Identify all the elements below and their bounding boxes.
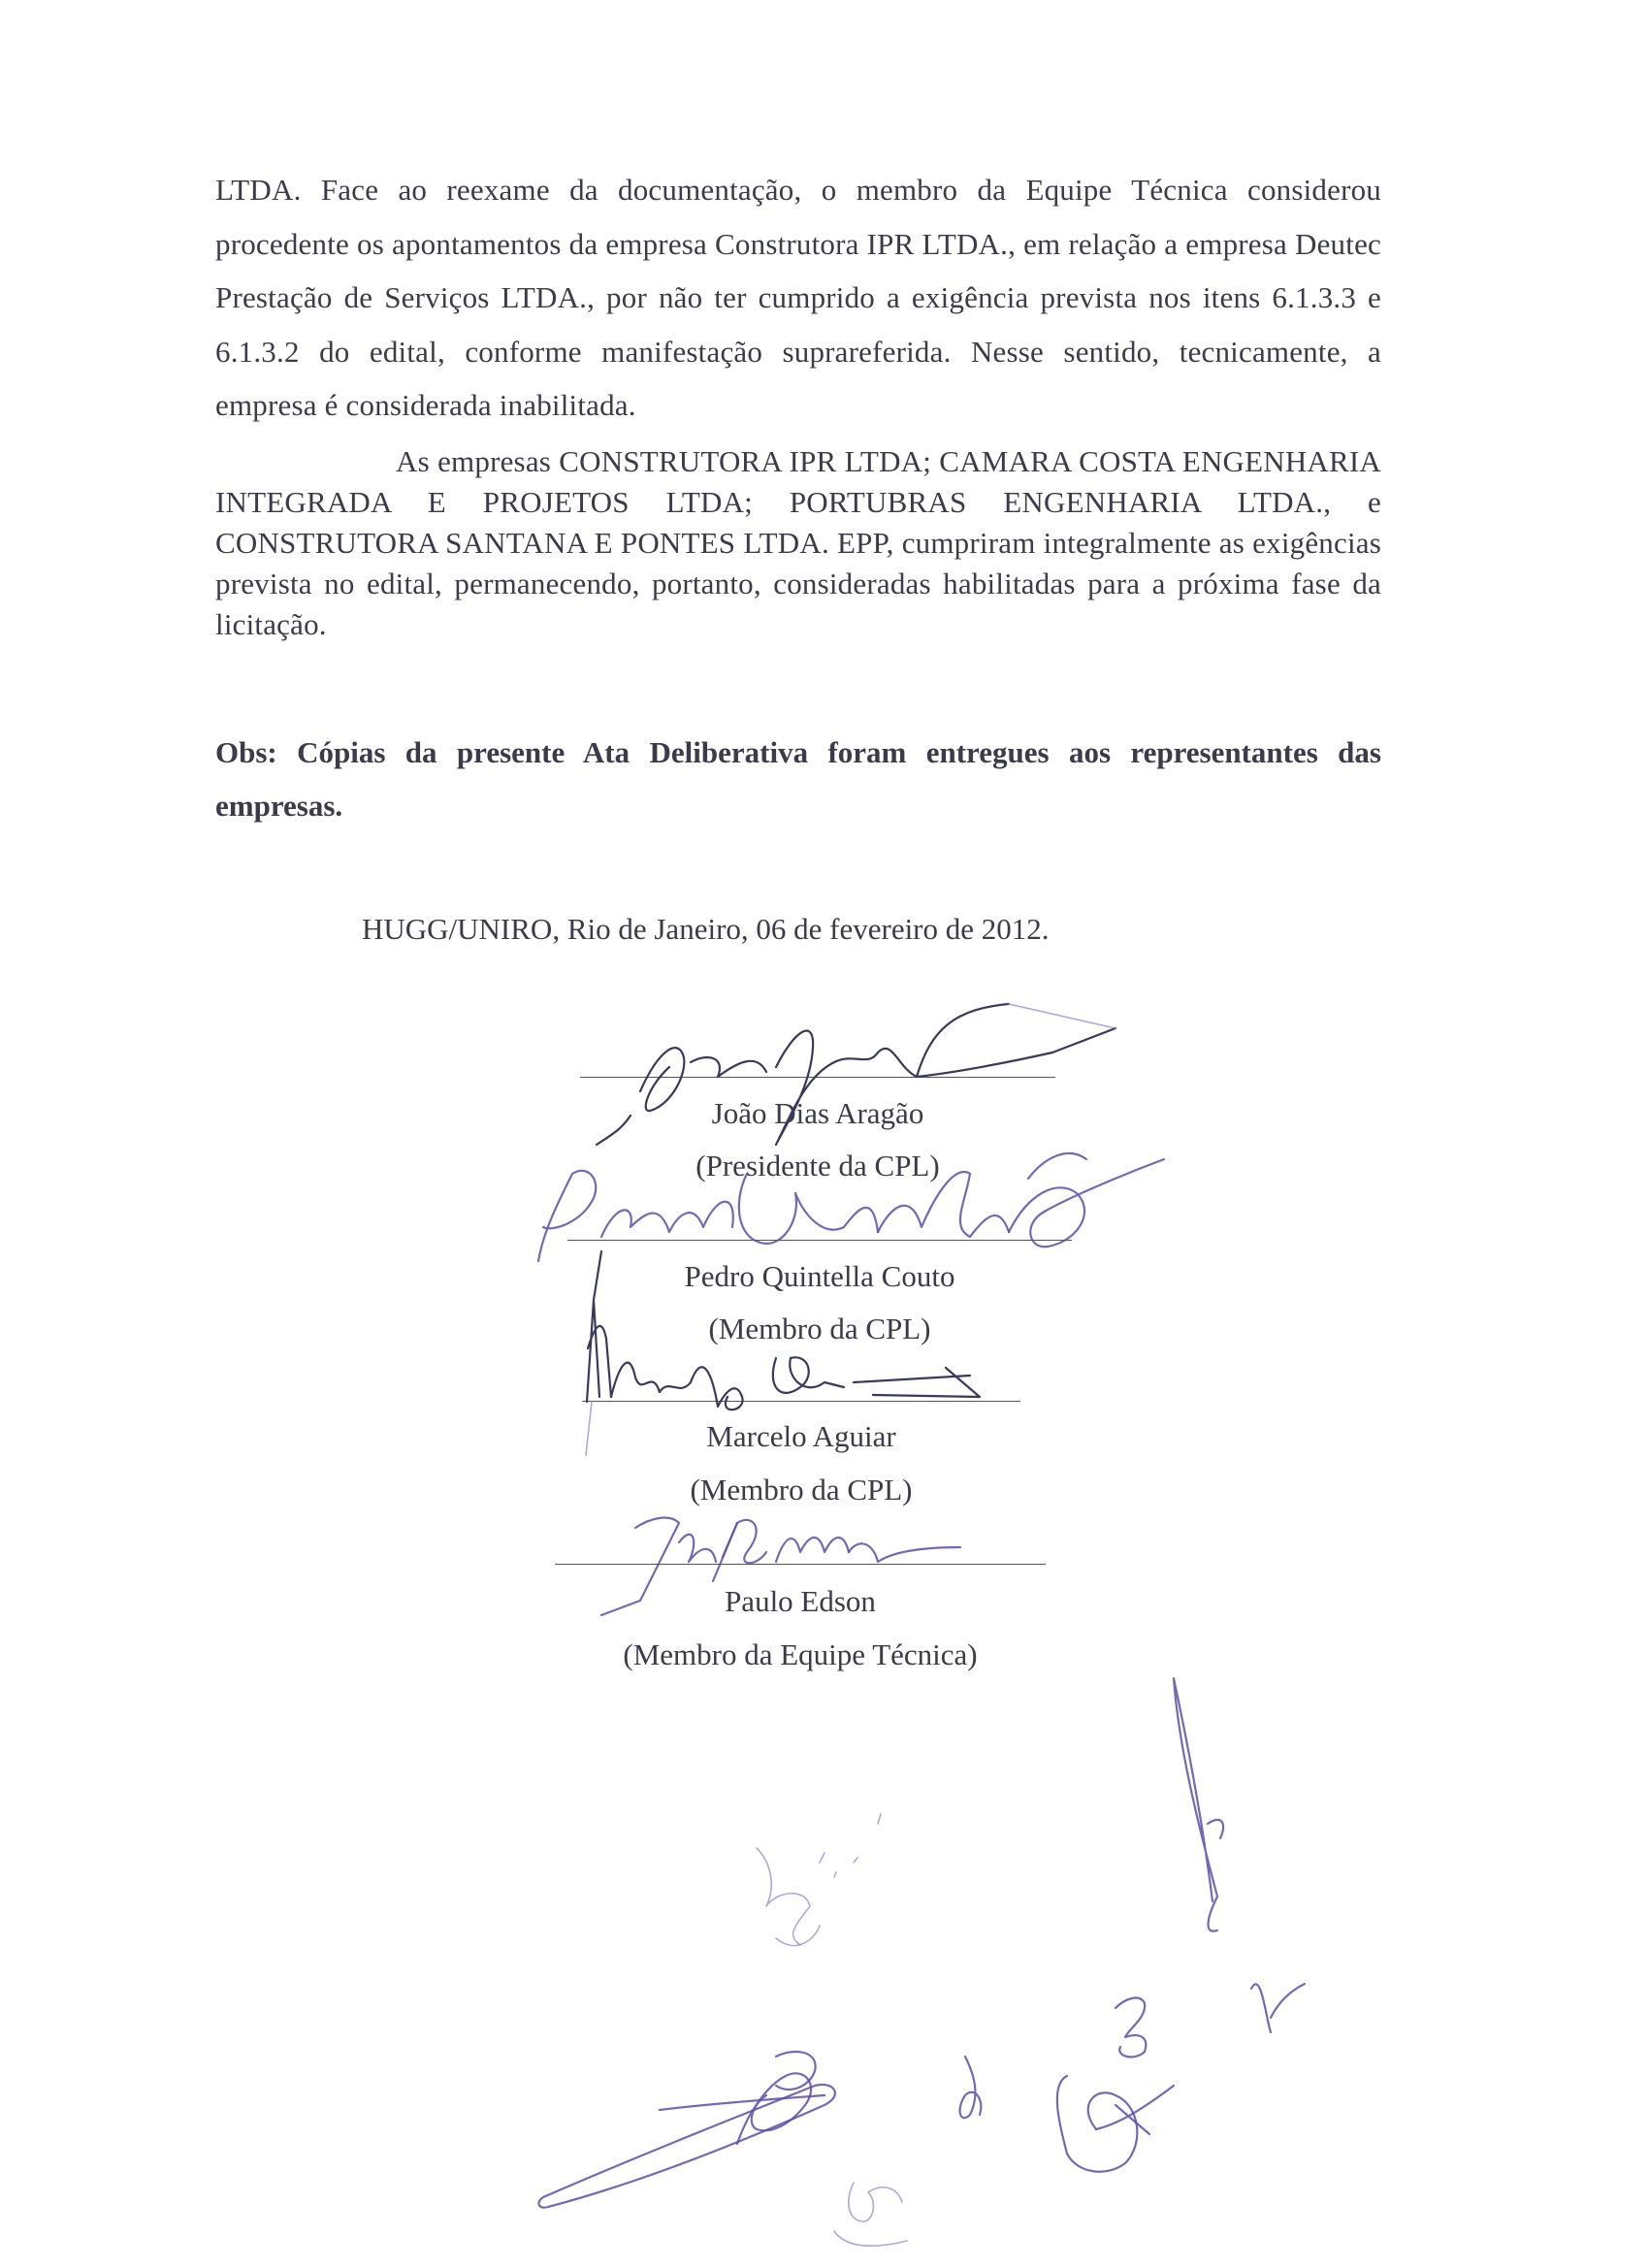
signatory-name-2: Pedro Quintella Couto — [684, 1259, 955, 1293]
paragraph-habilitation-review: LTDA. Face ao reexame da documentação, o membro da Equipe Técnica considerou procedente os apontamentos da empresa Construtora IPR LTDA., em relação a empresa Deutec Prestação de Serviços LTDA., por não ter cumprido a exigência prevista nos itens 6.1.3.3 e 6.1.3.2 do edital, conforme manifestação suprareferida. Nesse sentido, tecnicamente, a empresa é considerada inabilitada. — [215, 173, 1381, 422]
signatory-role-4: (Membro da Equipe Técnica) — [623, 1637, 978, 1671]
signature-line-1 — [580, 1077, 1055, 1078]
place-and-date: HUGG/UNIRO, Rio de Janeiro, 06 de fevereiro de 2012. — [362, 912, 1050, 946]
rubric-marks — [538, 1678, 1305, 2246]
signatory-role-3: (Membro da CPL) — [690, 1473, 913, 1507]
signature-line-3 — [582, 1401, 1020, 1402]
signatory-role-1: (Presidente da CPL) — [695, 1149, 940, 1183]
signatory-name-3: Marcelo Aguiar — [706, 1419, 896, 1453]
signature-line-2 — [567, 1240, 1072, 1241]
paragraph-qualified-companies: As empresas CONSTRUTORA IPR LTDA; CAMARA COSTA ENGENHARIA INTEGRADA E PROJETOS LTDA; PORTUBRAS ENGENHARIA LTDA., e CONSTRUTORA SANTANA E PONTES LTDA. EPP, cumpriram integralmente as exigências prevista no edital, permanecendo, portanto, consideradas habilitadas para a próxima fase da licitação. — [215, 444, 1381, 641]
signature-line-4 — [555, 1564, 1046, 1565]
observation-note: Obs: Cópias da presente Ata Deliberativa foram entregues aos representantes das empresas. — [215, 735, 1381, 823]
signatory-name-1: João Dias Aragão — [711, 1096, 924, 1130]
signatory-name-4: Paulo Edson — [725, 1584, 876, 1618]
signatory-role-2: (Membro da CPL) — [708, 1312, 931, 1345]
